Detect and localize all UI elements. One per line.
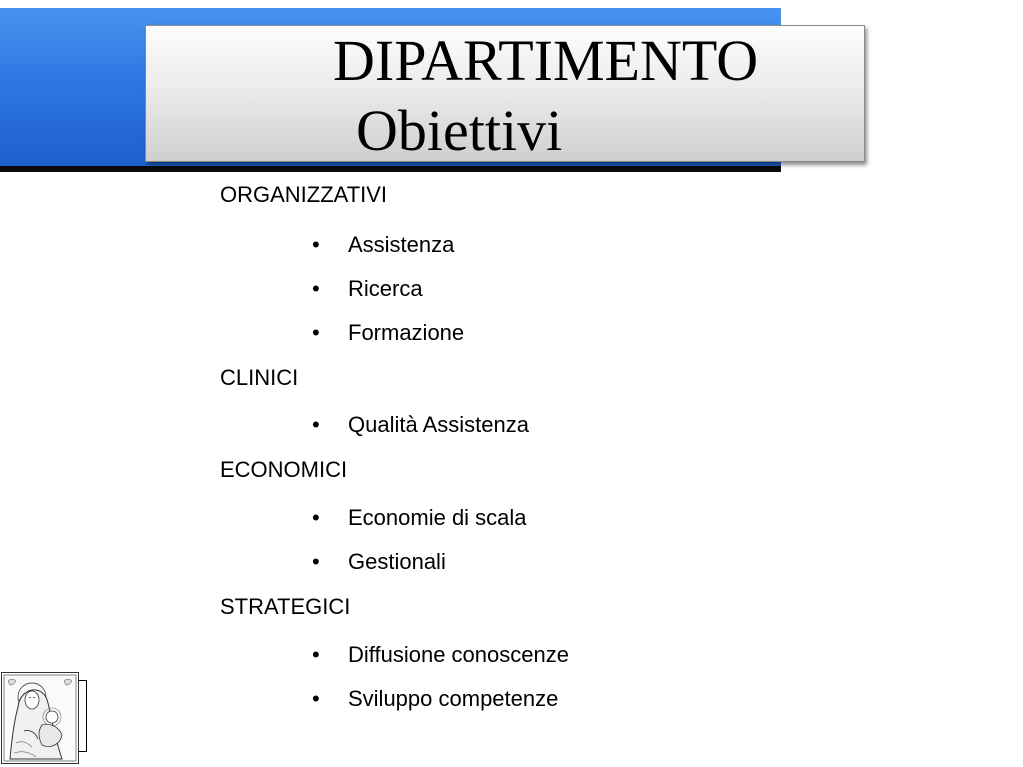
bullet-symbol: •: [312, 276, 320, 301]
icon-front-frame: [1, 672, 79, 764]
bullet-label: Diffusione conoscenze: [348, 642, 569, 667]
bullet-item: [312, 642, 569, 668]
bullet-item: [312, 505, 527, 531]
bullet-item: [312, 276, 423, 302]
bullet-label: Qualità Assistenza: [348, 412, 529, 437]
madonna-icon: [1, 672, 87, 764]
bullet-item: [312, 686, 558, 712]
title-box: [145, 25, 865, 162]
bullet-symbol: •: [312, 686, 320, 711]
section-heading-organizzativi: ORGANIZZATIVI: [220, 182, 388, 207]
bullet-symbol: •: [312, 232, 320, 257]
bullet-symbol: •: [312, 320, 320, 345]
bullet-label: Gestionali: [348, 549, 446, 574]
bullet-label: Formazione: [348, 320, 465, 345]
bullet-label: Sviluppo competenze: [348, 686, 559, 711]
bullet-item: [312, 549, 446, 575]
bullet-item: [312, 320, 464, 346]
bullet-item: [312, 232, 454, 258]
bullet-symbol: •: [312, 412, 320, 437]
slide-title: DIPARTIMENTO: [333, 28, 759, 93]
section-heading-clinici: CLINICI: [220, 365, 299, 390]
bullet-label: Assistenza: [348, 232, 455, 257]
bullet-item: [312, 412, 529, 438]
slide-subtitle: Obiettivi: [356, 98, 563, 163]
bullet-symbol: •: [312, 505, 320, 530]
section-heading-economici: ECONOMICI: [220, 457, 348, 482]
bullet-label: Ricerca: [348, 276, 423, 301]
bullet-symbol: •: [312, 549, 320, 574]
bullet-symbol: •: [312, 642, 320, 667]
section-heading-strategici: STRATEGICI: [220, 594, 351, 619]
bullet-label: Economie di scala: [348, 505, 527, 530]
